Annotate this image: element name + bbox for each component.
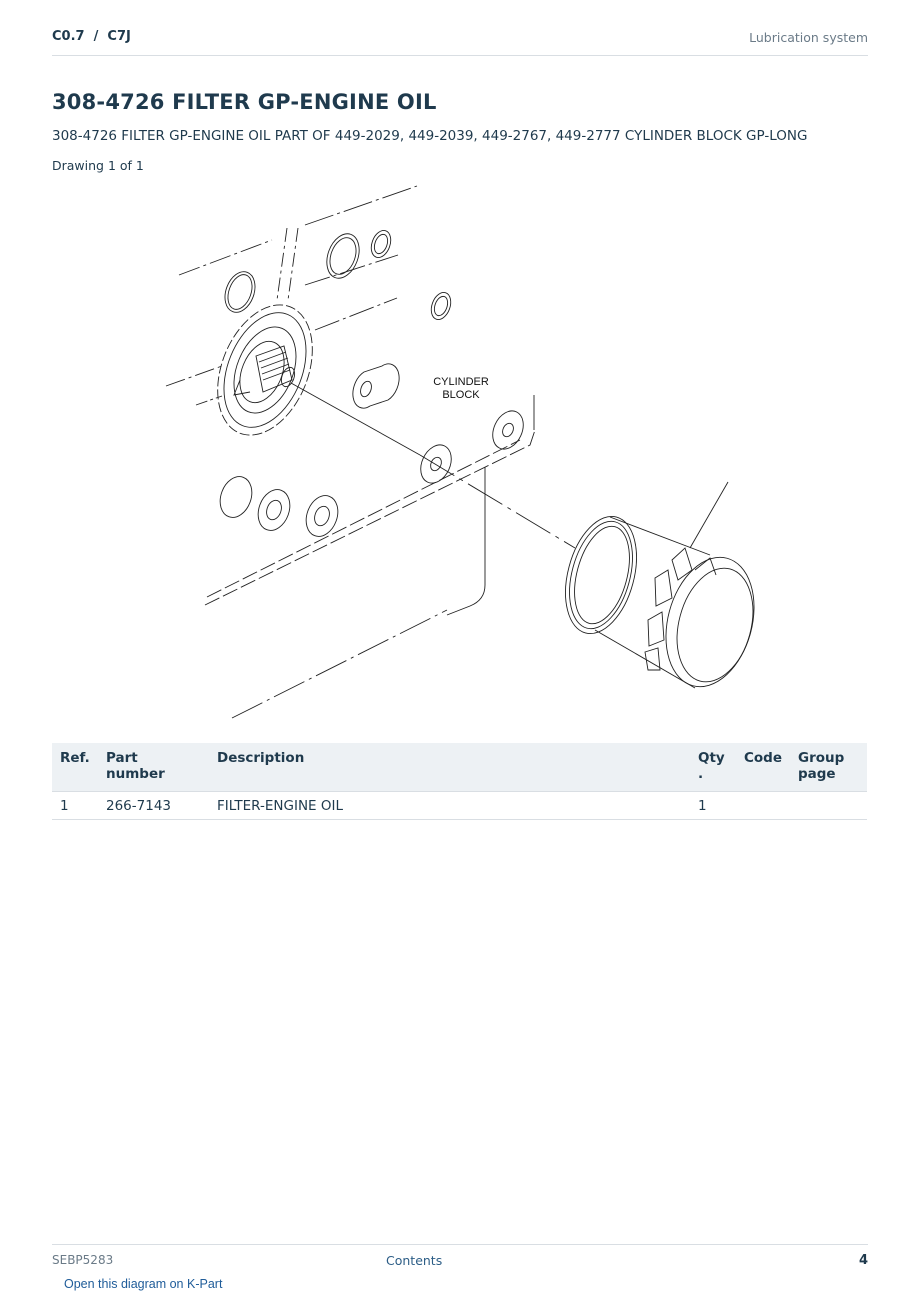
page-subtitle: 308-4726 FILTER GP-ENGINE OIL PART OF 449-2029, 449-2039, 449-2767, 449-2777 CYLINDER BLOCK GP-LONG	[52, 128, 808, 144]
filter-mount	[200, 291, 331, 449]
col-part-number: Part number	[98, 743, 209, 792]
cell-code	[736, 792, 790, 820]
page-header	[52, 28, 868, 56]
oil-filter	[554, 509, 768, 697]
cylinder-block-label-line2: BLOCK	[442, 389, 480, 401]
block-edge-top-right	[305, 186, 417, 225]
col-group-page-line2: page	[798, 766, 836, 782]
col-qty-label: Qty	[697, 750, 725, 766]
cell-description: FILTER-ENGINE OIL	[209, 792, 690, 820]
col-group-page	[790, 743, 867, 792]
drawing-caption: Drawing 1 of 1	[52, 158, 144, 173]
block-edge-mid-upper	[305, 255, 398, 285]
col-ref: Ref.	[52, 743, 98, 792]
col-description: Description	[209, 743, 690, 792]
parts-table	[52, 743, 867, 820]
cell-part-number: 266-7143	[98, 792, 209, 820]
footer-doc-id: SEBP5283	[52, 1253, 114, 1267]
col-qty	[690, 743, 736, 792]
block-edge-left-mid	[166, 366, 222, 386]
page-number: 4	[858, 1253, 868, 1268]
block-rail-lower	[205, 430, 535, 605]
cell-ref: 1	[52, 792, 98, 820]
block-edge-bottom	[232, 610, 447, 718]
block-rail-upper	[207, 440, 520, 597]
open-in-kpart-link[interactable]: Open this diagram on K-Part	[64, 1277, 223, 1291]
block-edge-mid-lower	[315, 298, 397, 330]
ref-leader-line	[690, 482, 728, 548]
block-edge-top-left	[179, 240, 272, 275]
breadcrumb: C0.7 / C7J	[52, 29, 131, 44]
table-row	[52, 792, 867, 820]
contents-link[interactable]: Contents	[386, 1253, 443, 1268]
col-group-page-line1: Group	[798, 750, 845, 766]
parts-diagram	[150, 180, 790, 725]
parts-table-header	[52, 743, 867, 792]
cylinder-block-label-line1: CYLINDER	[433, 376, 489, 388]
page-title: 308-4726 FILTER GP-ENGINE OIL	[52, 90, 437, 114]
col-code: Code	[736, 743, 790, 792]
cell-qty: 1	[690, 792, 736, 820]
col-qty-dot: .	[697, 766, 704, 782]
section-name: Lubrication system	[749, 30, 868, 45]
assembly-line	[291, 383, 420, 455]
footer-divider	[52, 1244, 868, 1245]
cell-group-page	[790, 792, 867, 820]
